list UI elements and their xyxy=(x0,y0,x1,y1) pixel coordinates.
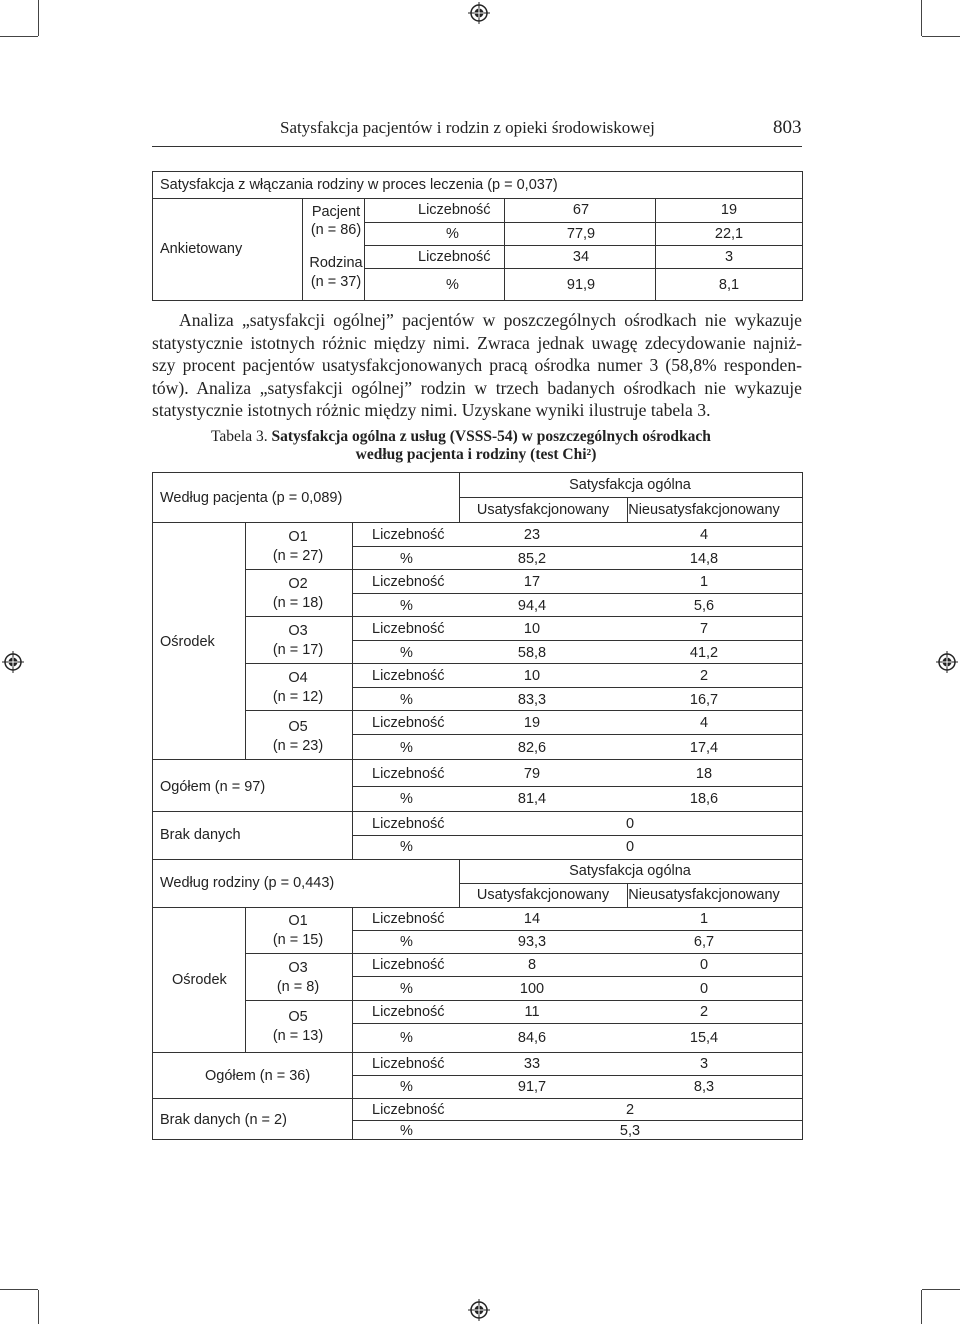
cell-value: 11 xyxy=(524,1004,540,1020)
trim-mark xyxy=(921,0,922,36)
row-label: Liczebność xyxy=(372,957,445,973)
cell-value: 77,9 xyxy=(566,226,596,242)
row-group-label: Ośrodek xyxy=(160,634,215,650)
cell-value: 14,8 xyxy=(689,551,719,567)
row-group-label: Ankietowany xyxy=(160,241,243,257)
cell-value: 19 xyxy=(523,715,541,731)
row-label: % xyxy=(400,551,413,567)
table-caption xyxy=(211,428,711,446)
row-label: Liczebność xyxy=(372,574,445,590)
column-header: Usatysfakcjonowany xyxy=(476,502,610,518)
center-n: (n = 8) xyxy=(276,979,320,995)
row-label: Liczebność xyxy=(372,1056,445,1072)
cell-value: 0 xyxy=(699,957,709,973)
row-label: % xyxy=(400,934,413,950)
caption-label: Tabela 3. xyxy=(211,428,268,445)
row-label: % xyxy=(400,740,413,756)
row-label: Liczebność xyxy=(372,1004,445,1020)
missing-label: Brak danych (n = 2) xyxy=(160,1112,287,1128)
row-label: % xyxy=(446,226,459,242)
cell-value: 19 xyxy=(720,202,738,218)
cell-value: 83,3 xyxy=(517,692,547,708)
cell-value: 8 xyxy=(527,957,537,973)
caption-title: Satysfakcja ogólna z usług (VSSS-54) w poszczególnych ośrodkach xyxy=(271,428,711,445)
row-label: % xyxy=(400,598,413,614)
center-n: (n = 15) xyxy=(272,932,324,948)
cell-value: 0 xyxy=(625,839,635,855)
center-name: O5 xyxy=(288,1009,308,1025)
page-number: 803 xyxy=(773,117,802,138)
row-label: Liczebność xyxy=(372,816,445,832)
cell-value: 10 xyxy=(523,621,541,637)
cell-value: 1 xyxy=(699,911,709,927)
row-label: % xyxy=(400,839,413,855)
cell-value: 100 xyxy=(519,981,545,997)
center-name: O3 xyxy=(288,960,308,976)
cell-value: 94,4 xyxy=(517,598,547,614)
row-label: Liczebność xyxy=(418,249,491,265)
cell-value: 15,4 xyxy=(689,1030,719,1046)
row-label: Liczebność xyxy=(418,202,491,218)
column-group-header: Satysfakcja ogólna xyxy=(569,477,691,493)
center-n: (n = 13) xyxy=(272,1028,324,1044)
cell-value: 93,3 xyxy=(517,934,547,950)
center-n: (n = 12) xyxy=(272,689,324,705)
cell-value: 91,7 xyxy=(517,1079,547,1095)
paragraph-line: Analiza „satysfakcji ogólnej” pacjentów w poszczególnych ośrodkach nie wykazuje xyxy=(179,310,802,330)
cell-value: 4 xyxy=(699,527,709,543)
cell-value: 4 xyxy=(699,715,709,731)
cell-value: 3 xyxy=(724,249,734,265)
cell-value: 81,4 xyxy=(517,791,547,807)
registration-mark-icon xyxy=(2,651,24,673)
cell-value: 85,2 xyxy=(517,551,547,567)
header-rule xyxy=(152,146,802,147)
cell-value: 1 xyxy=(699,574,709,590)
total-label: Ogółem (n = 36) xyxy=(205,1068,311,1084)
row-label: Liczebność xyxy=(372,1102,445,1118)
row-label: Liczebność xyxy=(372,621,445,637)
center-name: O3 xyxy=(288,623,308,639)
registration-mark-icon xyxy=(936,651,958,673)
paragraph-line: tów). Analiza „satysfakcji ogólnej” rodzin w trzech badanych ośrodkach nie wykazuje xyxy=(152,377,802,398)
column-group-header: Satysfakcja ogólna xyxy=(569,863,691,879)
cell-value: 2 xyxy=(699,668,709,684)
cell-value: 5,6 xyxy=(693,598,715,614)
registration-mark-icon xyxy=(468,2,490,24)
center-name: O2 xyxy=(288,576,308,592)
cell-value: 0 xyxy=(699,981,709,997)
group-n: (n = 37) xyxy=(310,274,362,290)
cell-value: 14 xyxy=(523,911,541,927)
cell-value: 58,8 xyxy=(517,645,547,661)
paragraph-line: statystycznie istotnych różnic między nimi. Zwraca jednak uwagę zdecydowanie najniż- xyxy=(152,332,802,353)
row-label: Liczebność xyxy=(372,715,445,731)
center-n: (n = 23) xyxy=(272,738,324,754)
missing-label: Brak danych xyxy=(160,827,241,843)
cell-value: 22,1 xyxy=(714,226,744,242)
body-paragraph xyxy=(152,309,802,422)
group-name: Rodzina xyxy=(309,255,363,271)
trim-mark xyxy=(922,36,960,37)
row-label: Liczebność xyxy=(372,668,445,684)
cell-value: 84,6 xyxy=(517,1030,547,1046)
row-label: % xyxy=(400,981,413,997)
column-header: Nieusatysfakcjonowany xyxy=(628,502,780,518)
cell-value: 34 xyxy=(572,249,590,265)
trim-mark xyxy=(0,1289,38,1290)
row-label: % xyxy=(400,692,413,708)
caption-title-line2: według pacjenta i rodziny (test Chi²) xyxy=(355,446,597,463)
cell-value: 7 xyxy=(699,621,709,637)
center-name: O1 xyxy=(288,913,308,929)
total-label: Ogółem (n = 97) xyxy=(160,779,266,795)
cell-value: 10 xyxy=(523,668,541,684)
center-n: (n = 17) xyxy=(272,642,324,658)
cell-value: 17 xyxy=(523,574,541,590)
cell-value: 91,9 xyxy=(566,277,596,293)
cell-value: 8,3 xyxy=(693,1079,715,1095)
center-name: O5 xyxy=(288,719,308,735)
row-label: % xyxy=(400,1079,413,1095)
cell-value: 16,7 xyxy=(689,692,719,708)
running-title: Satysfakcja pacjentów i rodzin z opieki środowiskowej xyxy=(280,118,655,137)
cell-value: 79 xyxy=(523,766,541,782)
cell-value: 0 xyxy=(625,816,635,832)
cell-value: 18 xyxy=(695,766,713,782)
cell-value: 23 xyxy=(523,527,541,543)
center-n: (n = 18) xyxy=(272,595,324,611)
row-group-label: Ośrodek xyxy=(172,972,227,988)
cell-value: 18,6 xyxy=(689,791,719,807)
center-n: (n = 27) xyxy=(272,548,324,564)
paragraph-line: szy procent pacjentów usatysfakcjonowanych pracą ośrodka numer 3 (58,8% responden- xyxy=(152,355,802,375)
cell-value: 2 xyxy=(699,1004,709,1020)
cell-value: 5,3 xyxy=(619,1123,641,1139)
trim-mark xyxy=(921,1290,922,1324)
paragraph-line: statystycznie istotnych różnic między nimi. Uzyskane wyniki ilustruje tabela 3. xyxy=(152,400,711,420)
center-name: O4 xyxy=(288,670,308,686)
row-label: % xyxy=(446,277,459,293)
cell-value: 8,1 xyxy=(718,277,740,293)
cell-value: 3 xyxy=(699,1056,709,1072)
row-label: % xyxy=(400,1123,413,1139)
trim-mark xyxy=(922,1289,960,1290)
cell-value: 33 xyxy=(523,1056,541,1072)
cell-value: 17,4 xyxy=(689,740,719,756)
table-top-title: Satysfakcja z włączania rodziny w proces leczenia (p = 0,037) xyxy=(160,177,558,193)
row-label: Liczebność xyxy=(372,527,445,543)
row-label: Liczebność xyxy=(372,911,445,927)
center-name: O1 xyxy=(288,529,308,545)
row-label: % xyxy=(400,645,413,661)
registration-mark-icon xyxy=(468,1299,490,1321)
column-header: Usatysfakcjonowany xyxy=(476,887,610,903)
section-title-patient: Według pacjenta (p = 0,089) xyxy=(160,490,343,506)
column-header: Nieusatysfakcjonowany xyxy=(628,887,780,903)
section-title-family: Według rodziny (p = 0,443) xyxy=(160,875,335,891)
row-label: % xyxy=(400,791,413,807)
cell-value: 6,7 xyxy=(693,934,715,950)
cell-value: 67 xyxy=(572,202,590,218)
trim-mark xyxy=(38,0,39,36)
group-name: Pacjent xyxy=(311,204,361,220)
cell-value: 82,6 xyxy=(517,740,547,756)
cell-value: 41,2 xyxy=(689,645,719,661)
cell-value: 2 xyxy=(625,1102,635,1118)
trim-mark xyxy=(0,36,38,37)
trim-mark xyxy=(38,1290,39,1324)
group-n: (n = 86) xyxy=(310,222,362,238)
row-label: Liczebność xyxy=(372,766,445,782)
row-label: % xyxy=(400,1030,413,1046)
